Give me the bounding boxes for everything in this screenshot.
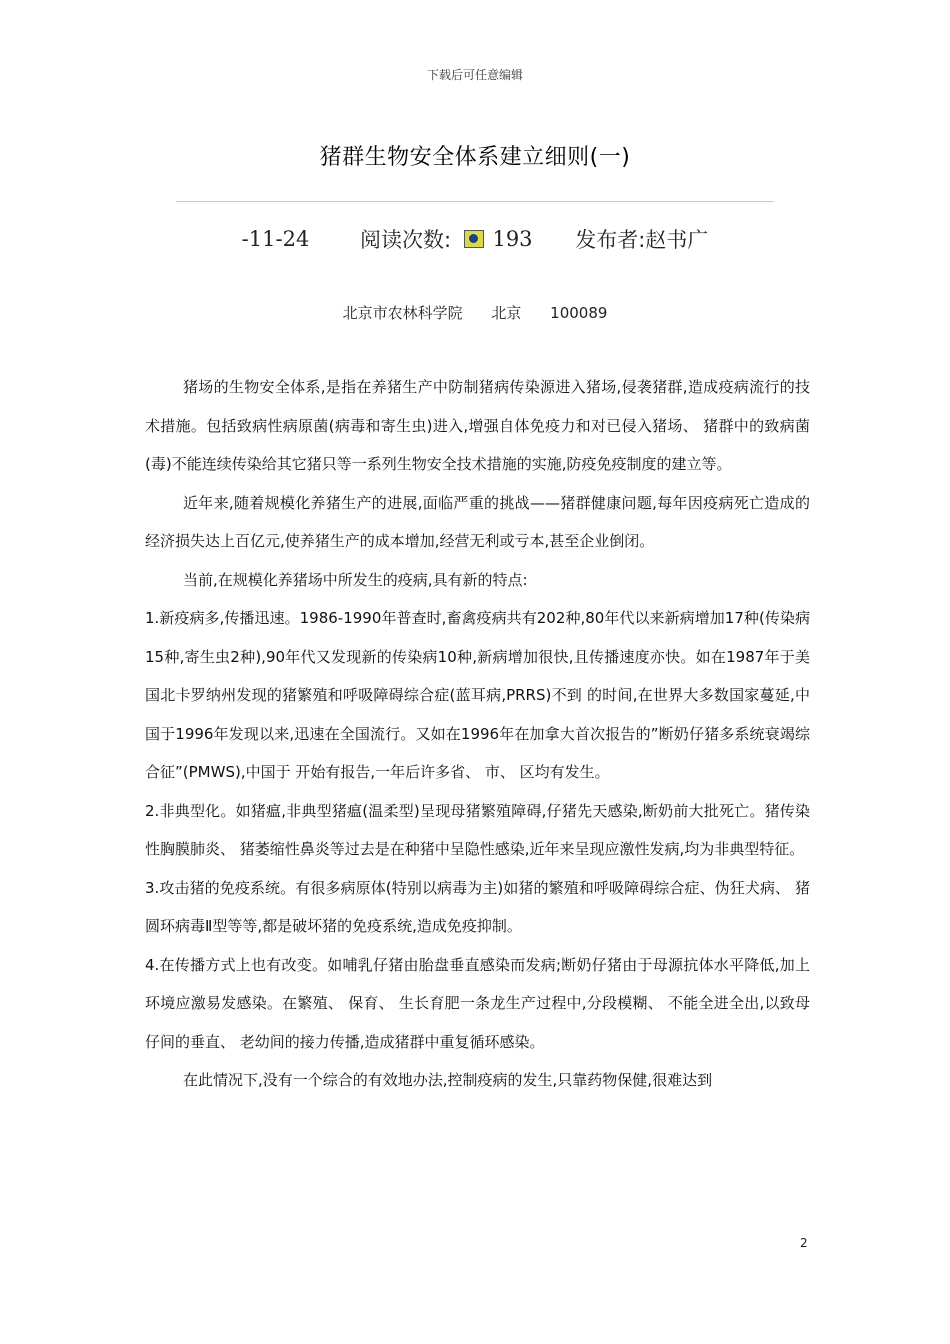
publisher: 发布者:赵书广: [575, 228, 709, 252]
affiliation-city: 北京: [491, 304, 522, 322]
list-item-immune-attack: 3.攻击猪的免疫系统。有很多病原体(特别以病毒为主)如猪的繁殖和呼吸障碍综合症、伪狂犬病、 猪圆环病毒Ⅱ型等等,都是破坏猪的免疫系统,造成免疫抑制。: [145, 878, 810, 935]
list-item-transmission: 4.在传播方式上也有改变。如哺乳仔猪由胎盘垂直感染而发病;断奶仔猪由于母源抗体水平降低,加上环境应激易发感染。在繁殖、 保育、 生长育肥一条龙生产过程中,分段模糊、 不能全进全出,以致母仔间的垂直、 老幼间的接力传播,造成猪群中重复循环感染。: [145, 955, 810, 1051]
affiliation-institute: 北京市农林科学院: [342, 304, 463, 322]
affiliation-postcode: 100089: [550, 304, 608, 322]
list-item-atypical: 2.非典型化。如猪瘟,非典型猪瘟(温柔型)呈现母猪繁殖障碍,仔猪先天感染,断奶前大批死亡。猪传染性胸膜肺炎、 猪萎缩性鼻炎等过去是在种猪中呈隐性感染,近年来呈现应激性发病,均为非典型特征。: [145, 801, 810, 858]
article-title: 猪群生物安全体系建立细则(一): [319, 145, 631, 170]
article-body: [145, 368, 810, 1100]
paragraph-conclusion: 在此情况下,没有一个综合的有效地办法,控制疫病的发生,只靠药物保健,很难达到: [183, 1071, 713, 1089]
paragraph-features-intro: 当前,在规模化养猪场中所发生的疫病,具有新的特点:: [183, 570, 528, 589]
views-count: 193: [492, 227, 533, 251]
publish-date: -11-24: [241, 227, 310, 251]
paragraph-challenge: 近年来,随着规模化养猪生产的进展,面临严重的挑战——猪群健康问题,每年因疫病死亡造成的经济损失达上百亿元,使养猪生产的成本增加,经营无利或亏本,甚至企业倒闭。: [145, 493, 810, 550]
view-counter-icon: [464, 230, 484, 248]
article-meta: [0, 224, 950, 254]
header-note: 下载后可任意编辑: [426, 68, 523, 82]
views-label: 阅读次数:: [360, 228, 452, 252]
paragraph-definition: 猪场的生物安全体系,是指在养猪生产中防制猪病传染源进入猪场,侵袭猪群,造成疫病流行的技术措施。包括致病性病原菌(病毒和寄生虫)进入,增强自体免疫力和对已侵入猪场、 猪群中的致病菌(毒)不能连续传染给其它猪只等一系列生物安全技术措施的实施,防疫免疫制度的建立等。: [145, 378, 810, 473]
title-divider: [176, 201, 774, 202]
affiliation: [0, 302, 950, 323]
list-item-new-diseases: 1.新疫病多,传播迅速。1986-1990年普查时,畜禽疫病共有202种,80年代以来新病增加17种(传染病15种,寄生虫2种),90年代又发现新的传染病10种,新病增加很快,且传播速度亦快。如在1987年于美国北卡罗纳州发现的猪繁殖和呼吸障碍综合症(蓝耳病,PRRS)不到 的时间,在世界大多数国家蔓延,中国于1996年发现以来,迅速在全国流行。又如在1996年在加拿大首次报告的”断奶仔猪多系统衰竭综合征”(PMWS),中国于 开始有报告,一年后许多省、 市、 区均有发生。: [145, 609, 810, 781]
page-number: 2: [800, 1236, 808, 1250]
